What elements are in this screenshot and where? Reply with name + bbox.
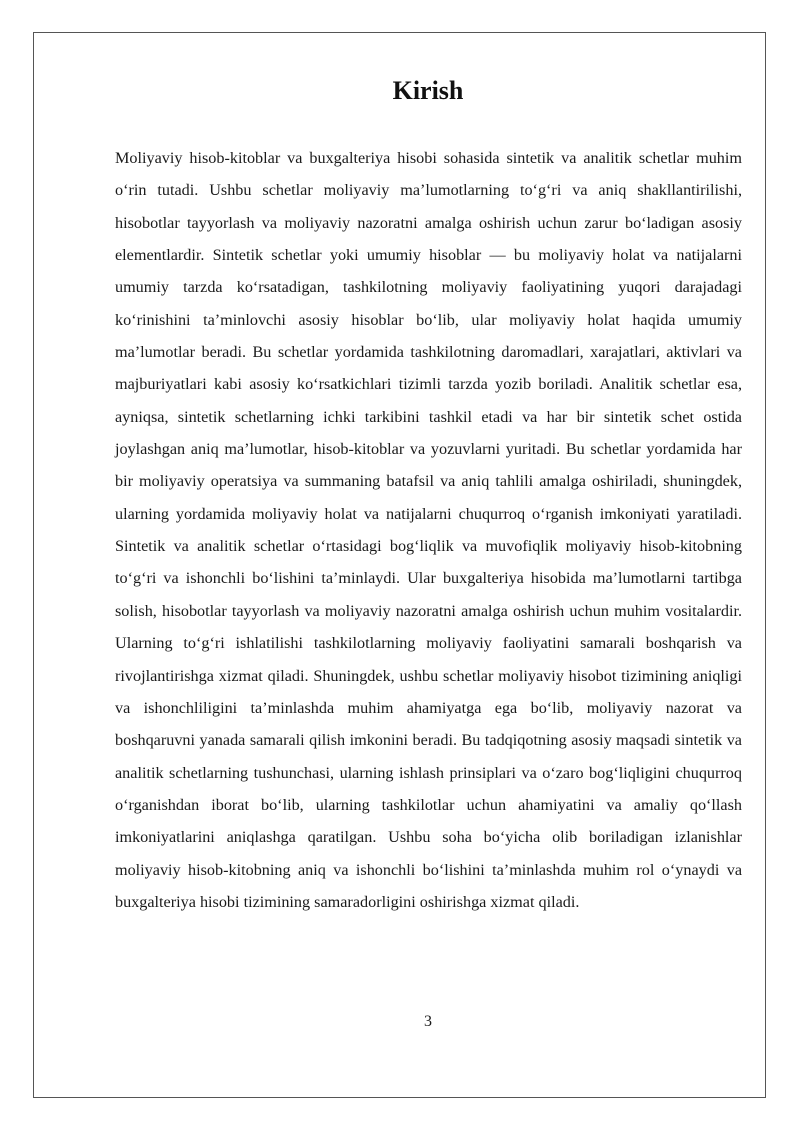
body-paragraph: Moliyaviy hisob-kitoblar va buxgalteriya hisobi sohasida sintetik va analitik schetlar muhim oʻrin tutadi. Ushbu schetlar moliyaviy maʼlumotlarning toʻgʻri va aniq shakllantirilishi, hisobotlar tayyorlash va moliyaviy nazoratni amalga oshirish uchun zarur boʻladigan asosiy elementlardir. Sintetik schetlar yoki umumiy hisoblar — bu moliyaviy holat va natijalarni umumiy tarzda koʻrsatadigan, tashkilotning moliyaviy faoliyatining yuqori darajadagi koʻrinishini taʼminlovchi asosiy hisoblar boʻlib, ular moliyaviy holat haqida umumiy maʼlumotlar beradi. Bu schetlar yordamida tashkilotning daromadlari, xarajatlari, aktivlari va majburiyatlari kabi asosiy koʻrsatkichlari tizimli tarzda yozib boriladi. Analitik schetlar esa, ayniqsa, sintetik schetlarning ichki tarkibini tashkil etadi va har bir sintetik schet ostida joylashgan aniq maʼlumotlar, hisob-kitoblar va yozuvlarni yuritadi. Bu schetlar yordamida har bir moliyaviy operatsiya va summaning batafsil va aniq tahlili amalga oshiriladi, shuningdek, ularning yordamida moliyaviy holat va natijalarni chuqurroq oʻrganish imkoniyati yaratiladi. Sintetik va analitik schetlar oʻrtasidagi bogʻliqlik va muvofiqlik moliyaviy hisob-kitobning toʻgʻri va ishonchli boʻlishini taʼminlaydi. Ular buxgalteriya hisobida maʼlumotlarni tartibga solish, hisobotlar tayyorlash va moliyaviy nazoratni amalga oshirish uchun muhim vositalardir. Ularning toʻgʻri ishlatilishi tashkilotlarning moliyaviy faoliyatini samarali boshqarish va rivojlantirishga xizmat qiladi. Shuningdek, ushbu schetlar moliyaviy hisobot tizimining aniqligi va ishonchliligini taʼminlashda muhim ahamiyatga ega boʻlib, moliyaviy nazorat va boshqaruvni yanada samarali qilish imkonini beradi. Bu tadqiqotning asosiy maqsadi sintetik va analitik schetlarning tushunchasi, ularning ishlash prinsiplari va oʻzaro bogʻliqligini chuqurroq oʻrganishdan iborat boʻlib, ularning tashkilotlar uchun ahamiyatini va amaliy qoʻllash imkoniyatlarini aniqlashga qaratilgan. Ushbu soha boʻyicha olib boriladigan izlanishlar moliyaviy hisob-kitobning aniq va ishonchli boʻlishini taʼminlashda muhim rol oʻynaydi va buxgalteriya hisobi tizimining samaradorligini oshirishga xizmat qiladi. [115, 149, 742, 911]
page-title: Kirish [392, 76, 464, 105]
page-number: 3 [424, 1013, 432, 1030]
